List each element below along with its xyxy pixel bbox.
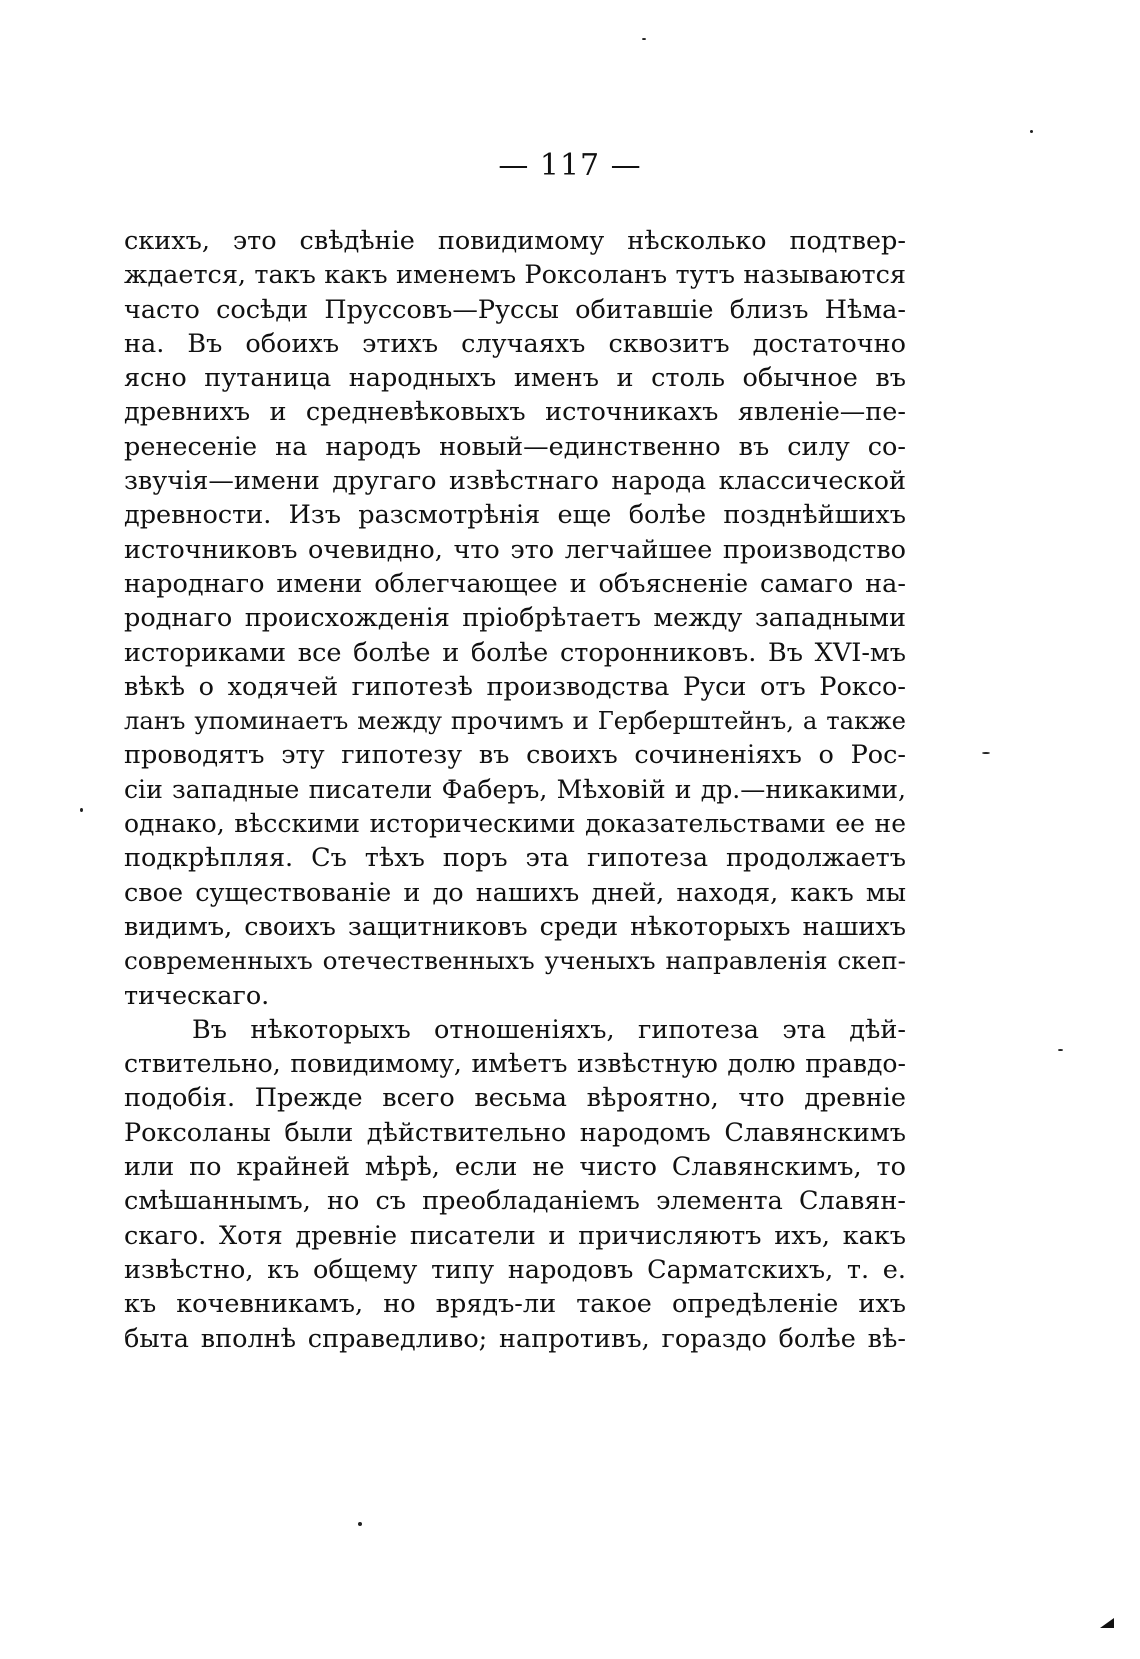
text-line: тическаго.: [124, 980, 270, 1011]
text-line: вѣкѣ о ходячей гипотезѣ производства Руси отъ Роксо-: [124, 671, 906, 702]
text-line: видимъ, своихъ защитниковъ среди нѣкоторыхъ нашихъ: [124, 911, 906, 942]
text-line: подкрѣпляя. Съ тѣхъ поръ эта гипотеза продолжаетъ: [124, 843, 906, 874]
text-line: народнаго имени облегчающее и объясненіе самаго на-: [124, 568, 906, 599]
text-line: сіи западные писатели Фаберъ, Мѣховій и др.—никакими,: [124, 774, 906, 804]
text-line: древности. Изъ разсмотрѣнія еще болѣе позднѣйшихъ: [124, 500, 906, 531]
text-line: проводятъ эту гипотезу въ своихъ сочиненіяхъ о Рос-: [124, 740, 906, 771]
text-line: звучія—имени другаго извѣстнаго народа классической: [124, 466, 906, 497]
text-line: ренесеніе на народъ новый—единственно въ силу со-: [124, 431, 906, 462]
text-line: часто сосѣди Пруссовъ—Руссы обитавшіе близъ Нѣма-: [124, 294, 906, 325]
page-number: — 117 —: [498, 148, 642, 183]
text-line: на. Въ обоихъ этихъ случаяхъ сквозитъ достаточно: [124, 328, 906, 359]
text-line: современныхъ отечественныхъ ученыхъ направленія скеп-: [124, 946, 906, 976]
scan-speck: [642, 38, 646, 40]
text-line: ясно путаница народныхъ именъ и столь обычное въ: [124, 363, 906, 394]
text-line: скихъ, это свѣдѣніе повидимому нѣсколько подтвер-: [124, 226, 906, 256]
scan-speck: [80, 808, 83, 812]
text-line: Роксоланы были дѣйствительно народомъ Славянскимъ: [124, 1117, 906, 1148]
text-line: историками все болѣе и болѣе сторонниковъ. Въ XVI-мъ: [124, 637, 906, 668]
text-line: извѣстно, къ общему типу народовъ Сарматскихъ, т. е.: [124, 1254, 906, 1285]
text-line: ждается, такъ какъ именемъ Роксоланъ тутъ называются: [124, 260, 906, 291]
text-line: подобія. Прежде всего весьма вѣроятно, что древніе: [124, 1083, 906, 1114]
text-line: ствительно, повидимому, имѣетъ извѣстную долю правдо-: [124, 1049, 906, 1079]
text-line: однако, вѣсскими историческими доказательствами ее не: [124, 809, 906, 839]
text-line: Въ нѣкоторыхъ отношеніяхъ, гипотеза эта дѣй-: [192, 1014, 906, 1045]
text-line: скаго. Хотя древніе писатели и причисляютъ ихъ, какъ: [124, 1220, 906, 1251]
text-line: смѣшаннымъ, но съ преобладаніемъ элемента Славян-: [124, 1186, 906, 1217]
scan-speck: [982, 752, 990, 754]
body-text: [124, 224, 906, 1356]
scan-speck: [358, 1522, 362, 1526]
scan-mark: [1100, 1618, 1114, 1628]
text-line: древнихъ и средневѣковыхъ источникахъ явленіе—пе-: [124, 397, 906, 428]
text-line: источниковъ очевидно, что это легчайшее производство: [124, 534, 906, 565]
text-line: быта вполнѣ справедливо; напротивъ, гораздо болѣе вѣ-: [124, 1323, 906, 1354]
scan-speck: [1058, 1049, 1063, 1051]
text-line: свое существованіе и до нашихъ дней, находя, какъ мы: [124, 877, 906, 908]
text-line: ланъ упоминаетъ между прочимъ и Герберштейнъ, а также: [124, 706, 906, 736]
text-line: къ кочевникамъ, но врядъ-ли такое опредѣленіе ихъ: [124, 1289, 906, 1320]
scan-speck: [1030, 130, 1033, 133]
text-line: роднаго происхожденія пріобрѣтаетъ между западными: [124, 603, 906, 634]
text-line: или по крайней мѣрѣ, если не чисто Славянскимъ, то: [124, 1152, 906, 1183]
